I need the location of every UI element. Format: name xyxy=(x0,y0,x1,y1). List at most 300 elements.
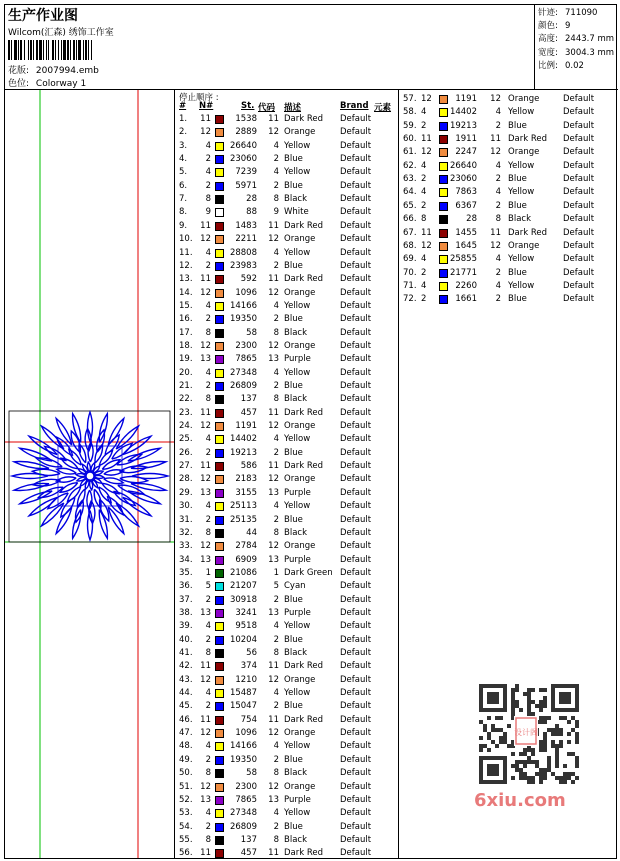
stitch-count: 1911 xyxy=(455,134,477,145)
table-row xyxy=(175,847,399,860)
color-description: Dark Red xyxy=(284,407,324,418)
color-code: 2 xyxy=(273,154,279,165)
stop-number: 71. xyxy=(403,280,417,291)
header-num: # xyxy=(179,101,187,111)
needle-number: 4 xyxy=(421,280,427,291)
stop-number: 32. xyxy=(179,527,193,538)
color-code: 13 xyxy=(268,607,279,618)
color-code: 4 xyxy=(273,167,279,178)
thread-brand: Default xyxy=(340,194,372,205)
needle-number: 4 xyxy=(205,247,211,258)
stop-number: 6. xyxy=(179,180,188,191)
stitch-count: 19350 xyxy=(229,754,257,765)
thread-brand: Default xyxy=(340,688,372,699)
thread-brand: Default xyxy=(340,234,372,245)
needle-number: 2 xyxy=(205,154,211,165)
stop-number: 3. xyxy=(179,140,188,151)
color-code: 12 xyxy=(268,541,279,552)
table-row xyxy=(175,327,399,340)
color-description: Orange xyxy=(284,127,316,138)
stitch-count: 27348 xyxy=(229,367,257,378)
stitch-count: 1096 xyxy=(235,728,257,739)
stop-number: 33. xyxy=(179,541,193,552)
color-swatch xyxy=(215,636,224,645)
stop-number: 67. xyxy=(403,227,417,238)
color-swatch xyxy=(215,449,224,458)
color-description: Yellow xyxy=(284,247,311,258)
color-swatch xyxy=(215,823,224,832)
color-description: Yellow xyxy=(508,187,535,198)
thread-brand: Default xyxy=(340,474,372,485)
color-description: Blue xyxy=(508,200,527,211)
property-label: 针迹: xyxy=(538,8,558,18)
table-row xyxy=(175,660,399,673)
stitch-count: 19350 xyxy=(229,314,257,325)
stop-number: 63. xyxy=(403,174,417,185)
table-row xyxy=(399,293,620,306)
stop-number: 18. xyxy=(179,340,193,351)
stitch-count: 2300 xyxy=(235,340,257,351)
color-code: 4 xyxy=(273,741,279,752)
color-code: 8 xyxy=(273,394,279,405)
table-row xyxy=(175,220,399,233)
color-code: 11 xyxy=(268,114,279,124)
color-description: Orange xyxy=(284,421,316,432)
stitch-count: 2889 xyxy=(235,127,257,138)
color-code: 12 xyxy=(268,421,279,432)
color-swatch xyxy=(215,382,224,391)
stitch-count: 26809 xyxy=(229,821,257,832)
thread-brand: Default xyxy=(340,821,372,832)
thread-brand: Default xyxy=(340,300,372,311)
color-code: 4 xyxy=(273,688,279,699)
stitch-count: 30918 xyxy=(229,594,257,605)
color-swatch xyxy=(215,809,224,818)
color-description: Orange xyxy=(508,94,540,104)
table-row xyxy=(175,687,399,700)
color-swatch xyxy=(215,168,224,177)
stop-number: 13. xyxy=(179,274,193,285)
table-row xyxy=(175,580,399,593)
needle-number: 2 xyxy=(421,120,427,131)
stitch-count: 26640 xyxy=(449,160,477,171)
color-code: 9 xyxy=(273,207,279,218)
table-row xyxy=(175,754,399,767)
color-swatch xyxy=(215,475,224,484)
stop-sequence-column-1 xyxy=(175,90,399,858)
header-left xyxy=(5,5,535,90)
color-description: Yellow xyxy=(508,107,535,118)
color-code: 2 xyxy=(273,821,279,832)
needle-number: 12 xyxy=(421,240,432,251)
color-description: Orange xyxy=(284,728,316,739)
stop-number: 30. xyxy=(179,501,193,512)
thread-brand: Default xyxy=(340,594,372,605)
color-description: Dark Red xyxy=(284,461,324,472)
table-row xyxy=(399,213,620,226)
thread-brand: Default xyxy=(340,114,372,124)
stitch-count: 457 xyxy=(240,848,257,859)
color-description: Orange xyxy=(284,234,316,245)
table-row xyxy=(399,227,620,240)
color-code: 2 xyxy=(273,260,279,271)
color-description: Black xyxy=(508,214,531,225)
color-description: Black xyxy=(284,648,307,658)
stop-number: 9. xyxy=(179,220,188,231)
needle-number: 4 xyxy=(205,434,211,445)
stop-number: 69. xyxy=(403,254,417,265)
color-description: Purple xyxy=(284,554,311,565)
studio-name: Wilcom(汇森) 绣饰工作室 xyxy=(8,28,114,38)
color-description: Dark Red xyxy=(284,848,324,859)
color-code: 11 xyxy=(268,848,279,859)
stitch-count: 58 xyxy=(246,768,257,779)
design-file-value: 2007994.emb xyxy=(35,66,99,76)
stitch-count: 26640 xyxy=(229,140,257,151)
thread-brand: Default xyxy=(340,754,372,765)
stop-number: 48. xyxy=(179,741,193,752)
stop-number: 12. xyxy=(179,260,193,271)
color-swatch xyxy=(215,115,224,124)
color-code: 4 xyxy=(495,187,501,198)
needle-number: 11 xyxy=(200,407,211,418)
color-description: Dark Red xyxy=(508,134,548,145)
color-code: 4 xyxy=(273,300,279,311)
qr-code-image xyxy=(471,680,587,788)
needle-number: 5 xyxy=(205,581,211,592)
stitch-count: 2183 xyxy=(235,474,257,485)
color-description: Dark Red xyxy=(284,114,324,124)
stitch-count: 1096 xyxy=(235,287,257,298)
thread-brand: Default xyxy=(340,421,372,432)
stitch-count: 137 xyxy=(240,834,257,845)
thread-brand: Default xyxy=(340,207,372,218)
color-description: Yellow xyxy=(284,688,311,699)
stop-number: 14. xyxy=(179,287,193,298)
thread-brand: Default xyxy=(563,134,595,145)
color-code: 2 xyxy=(495,294,501,305)
color-description: Blue xyxy=(284,701,303,712)
stitch-count: 1191 xyxy=(455,94,477,104)
stop-number: 20. xyxy=(179,367,193,378)
stop-number: 62. xyxy=(403,160,417,171)
color-code: 12 xyxy=(268,674,279,685)
color-description: Blue xyxy=(508,174,527,185)
thread-brand: Default xyxy=(340,180,372,191)
color-swatch xyxy=(215,355,224,364)
table-row xyxy=(175,781,399,794)
needle-number: 4 xyxy=(205,621,211,632)
color-description: Yellow xyxy=(508,160,535,171)
table-row xyxy=(175,353,399,366)
color-description: Yellow xyxy=(284,434,311,445)
thread-brand: Default xyxy=(563,254,595,265)
color-description: Blue xyxy=(284,260,303,271)
thread-brand: Default xyxy=(340,581,372,592)
stop-number: 4. xyxy=(179,154,188,165)
color-code: 12 xyxy=(268,474,279,485)
stitch-count: 1191 xyxy=(235,421,257,432)
color-description: Black xyxy=(284,394,307,405)
property-value: 711090 xyxy=(565,8,598,18)
color-code: 8 xyxy=(495,214,501,225)
table-row xyxy=(175,607,399,620)
thread-brand: Default xyxy=(340,808,372,819)
thread-brand: Default xyxy=(340,714,372,725)
stitch-count: 15487 xyxy=(229,688,257,699)
colorway xyxy=(8,76,86,89)
table-row xyxy=(175,447,399,460)
color-swatch xyxy=(215,622,224,631)
table-row xyxy=(399,186,620,199)
stitch-count: 1483 xyxy=(235,220,257,231)
stop-number: 40. xyxy=(179,634,193,645)
table-row xyxy=(175,420,399,433)
stop-number: 64. xyxy=(403,187,417,198)
thread-brand: Default xyxy=(340,741,372,752)
stitch-count: 1661 xyxy=(455,294,477,305)
color-code: 13 xyxy=(268,487,279,498)
table-row xyxy=(175,473,399,486)
property-row xyxy=(538,7,598,20)
color-code: 1 xyxy=(273,567,279,578)
stop-number: 8. xyxy=(179,207,188,218)
color-code: 4 xyxy=(273,621,279,632)
thread-brand: Default xyxy=(340,354,372,365)
thread-brand: Default xyxy=(340,634,372,645)
stop-number: 50. xyxy=(179,768,193,779)
table-row xyxy=(175,834,399,847)
color-code: 2 xyxy=(273,381,279,391)
stitch-count: 28 xyxy=(246,194,257,205)
color-swatch xyxy=(215,435,224,444)
stop-number: 1. xyxy=(179,114,188,124)
stop-number: 60. xyxy=(403,134,417,145)
thread-brand: Default xyxy=(340,701,372,712)
color-code: 13 xyxy=(268,794,279,805)
table-row xyxy=(399,160,620,173)
stop-number: 31. xyxy=(179,514,193,525)
stop-number: 22. xyxy=(179,394,193,405)
needle-number: 4 xyxy=(205,367,211,378)
stop-number: 44. xyxy=(179,688,193,699)
stitch-count: 2260 xyxy=(455,280,477,291)
property-label: 比例: xyxy=(538,60,558,71)
needle-number: 2 xyxy=(421,174,427,185)
color-swatch xyxy=(215,516,224,525)
table-row xyxy=(399,280,620,293)
stitch-count: 6909 xyxy=(235,554,257,565)
table-row xyxy=(175,407,399,420)
table-row xyxy=(175,500,399,513)
stop-number: 56. xyxy=(179,848,193,859)
color-code: 2 xyxy=(495,200,501,211)
stop-number: 38. xyxy=(179,607,193,618)
color-code: 2 xyxy=(495,174,501,185)
color-code: 2 xyxy=(273,634,279,645)
stitch-count: 586 xyxy=(240,461,257,472)
stitch-count: 6367 xyxy=(455,200,477,211)
table-row xyxy=(399,267,620,280)
stitch-count: 2784 xyxy=(235,541,257,552)
needle-number: 2 xyxy=(205,594,211,605)
thread-brand: Default xyxy=(340,834,372,845)
color-swatch xyxy=(215,369,224,378)
table-row xyxy=(399,93,620,106)
color-description: Black xyxy=(284,768,307,779)
table-row xyxy=(175,166,399,179)
color-description: Blue xyxy=(284,754,303,765)
stop-number: 23. xyxy=(179,407,193,418)
needle-number: 12 xyxy=(200,127,211,138)
stop-number: 26. xyxy=(179,447,193,458)
stitch-count: 14166 xyxy=(229,741,257,752)
table-row xyxy=(175,647,399,660)
table-row xyxy=(175,140,399,153)
color-description: Dark Green xyxy=(284,567,333,578)
needle-number: 2 xyxy=(205,634,211,645)
header-brand: Brand xyxy=(340,101,369,111)
color-swatch xyxy=(215,489,224,498)
needle-number: 4 xyxy=(205,741,211,752)
color-code: 2 xyxy=(273,701,279,712)
needle-number: 2 xyxy=(421,200,427,211)
table-row xyxy=(175,113,399,126)
table-row xyxy=(175,727,399,740)
color-swatch xyxy=(215,596,224,605)
needle-number: 2 xyxy=(205,754,211,765)
needle-number: 4 xyxy=(205,140,211,151)
table-row xyxy=(175,340,399,353)
needle-number: 12 xyxy=(421,147,432,158)
stitch-count: 2300 xyxy=(235,781,257,792)
needle-number: 8 xyxy=(205,327,211,338)
stop-number: 46. xyxy=(179,714,193,725)
thread-brand: Default xyxy=(563,160,595,171)
table-row xyxy=(175,620,399,633)
color-swatch xyxy=(215,783,224,792)
stitch-count: 7239 xyxy=(235,167,257,178)
needle-number: 8 xyxy=(205,394,211,405)
color-swatch xyxy=(215,195,224,204)
stitch-count: 1538 xyxy=(235,114,257,124)
color-description: Orange xyxy=(284,781,316,792)
color-swatch xyxy=(215,716,224,725)
thread-brand: Default xyxy=(340,327,372,338)
color-swatch xyxy=(215,235,224,244)
stop-number: 47. xyxy=(179,728,193,739)
stitch-count: 25135 xyxy=(229,514,257,525)
color-description: Orange xyxy=(284,474,316,485)
thread-brand: Default xyxy=(563,94,595,104)
color-description: Dark Red xyxy=(508,227,548,238)
needle-number: 2 xyxy=(205,514,211,525)
barcode xyxy=(8,40,132,60)
needle-number: 2 xyxy=(421,267,427,278)
needle-number: 2 xyxy=(205,314,211,325)
color-description: Purple xyxy=(284,487,311,498)
needle-number: 11 xyxy=(200,114,211,124)
needle-number: 8 xyxy=(205,194,211,205)
color-code: 12 xyxy=(268,728,279,739)
thread-brand: Default xyxy=(340,407,372,418)
color-code: 2 xyxy=(273,514,279,525)
table-row xyxy=(399,200,620,213)
thread-brand: Default xyxy=(340,794,372,805)
color-swatch xyxy=(215,609,224,618)
color-description: Orange xyxy=(508,147,540,158)
table-row xyxy=(175,767,399,780)
stop-number: 16. xyxy=(179,314,193,325)
color-description: Blue xyxy=(284,381,303,391)
table-row xyxy=(175,233,399,246)
color-description: Orange xyxy=(284,674,316,685)
stitch-count: 19213 xyxy=(449,120,477,131)
color-code: 2 xyxy=(273,447,279,458)
stitch-count: 21771 xyxy=(449,267,477,278)
table-row xyxy=(175,527,399,540)
color-code: 4 xyxy=(273,501,279,512)
color-description: Blue xyxy=(284,594,303,605)
color-swatch xyxy=(215,849,224,858)
color-swatch xyxy=(215,222,224,231)
stitch-count: 754 xyxy=(240,714,257,725)
color-swatch xyxy=(215,208,224,217)
stop-number: 52. xyxy=(179,794,193,805)
color-description: Yellow xyxy=(284,167,311,178)
stitch-count: 374 xyxy=(240,661,257,672)
color-code: 8 xyxy=(273,527,279,538)
table-row xyxy=(399,146,620,159)
thread-brand: Default xyxy=(340,621,372,632)
table-row xyxy=(175,393,399,406)
color-swatch xyxy=(215,142,224,151)
qr-logo-text: 设计阁 xyxy=(514,728,538,737)
color-description: Black xyxy=(284,327,307,338)
color-swatch xyxy=(215,302,224,311)
property-value: 3004.3 mm xyxy=(565,47,615,58)
color-description: Black xyxy=(284,834,307,845)
thread-brand: Default xyxy=(340,287,372,298)
property-value: 9 xyxy=(565,21,571,32)
needle-number: 12 xyxy=(200,674,211,685)
needle-number: 11 xyxy=(200,220,211,231)
stop-number: 41. xyxy=(179,648,193,658)
stop-number: 53. xyxy=(179,808,193,819)
page-title: 生产作业图 xyxy=(8,8,78,24)
stitch-count: 25855 xyxy=(449,254,477,265)
table-row xyxy=(175,567,399,580)
stop-number: 55. xyxy=(179,834,193,845)
color-description: Blue xyxy=(284,314,303,325)
stop-number: 34. xyxy=(179,554,193,565)
needle-number: 8 xyxy=(205,768,211,779)
color-swatch xyxy=(215,529,224,538)
stitch-count: 7865 xyxy=(235,794,257,805)
stitch-count: 58 xyxy=(246,327,257,338)
color-swatch xyxy=(215,409,224,418)
embroidery-preview xyxy=(5,90,175,858)
color-code: 12 xyxy=(268,340,279,351)
color-code: 12 xyxy=(268,234,279,245)
table-row xyxy=(175,260,399,273)
needle-number: 2 xyxy=(205,701,211,712)
stop-number: 10. xyxy=(179,234,193,245)
color-code: 8 xyxy=(273,768,279,779)
color-swatch xyxy=(215,676,224,685)
stitch-count: 44 xyxy=(246,527,257,538)
color-swatch xyxy=(215,542,224,551)
